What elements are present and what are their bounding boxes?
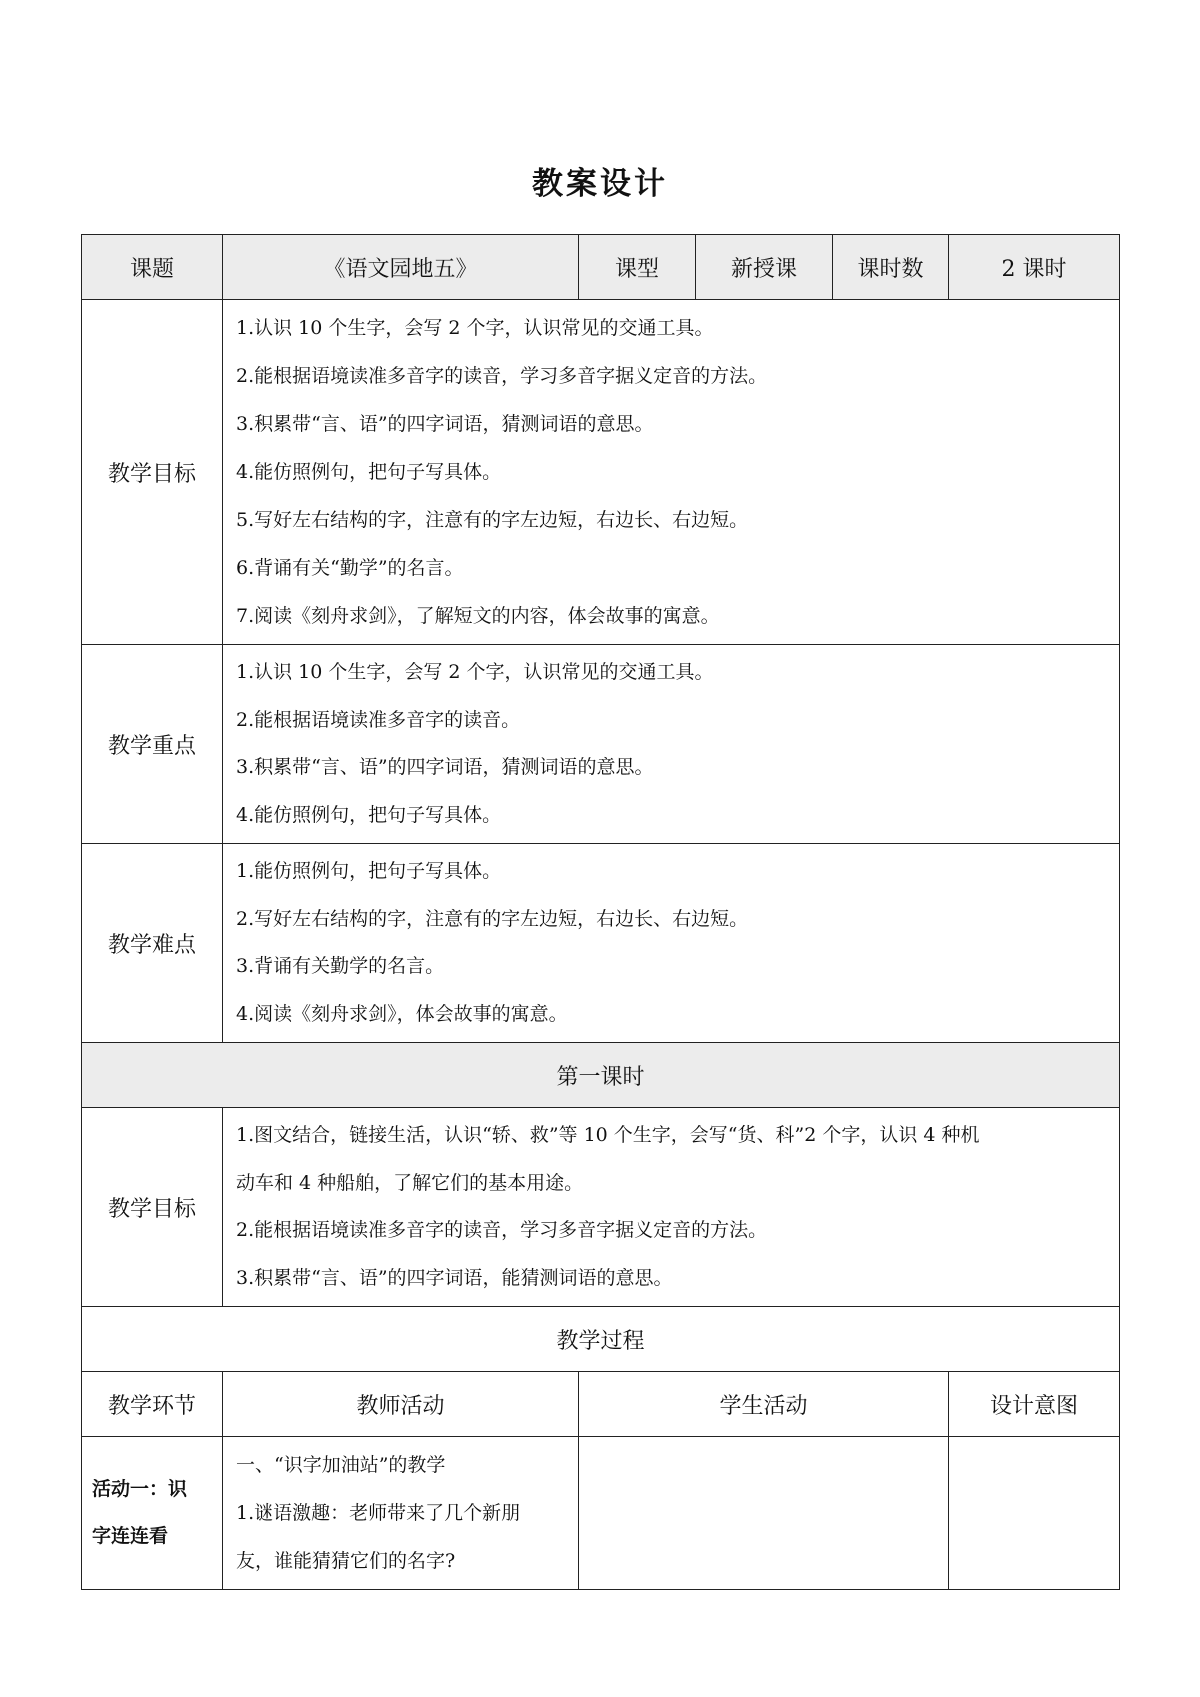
- type-label: 课型: [579, 235, 696, 300]
- list-item: 2.写好左右结构的字，注意有的字左边短，右边长、右边短。: [236, 907, 749, 930]
- hours-label: 课时数: [833, 235, 949, 300]
- col-student: 学生活动: [579, 1372, 949, 1437]
- col-intent: 设计意图: [949, 1372, 1120, 1437]
- lesson1-goals-label: 教学目标: [82, 1108, 223, 1307]
- hours-value: 2 课时: [949, 235, 1120, 300]
- key-points-row: [82, 645, 1120, 844]
- document-title: 教案设计: [532, 166, 668, 202]
- list-item: 3.积累带“言、语”的四字词语，猜测词语的意思。: [236, 756, 654, 778]
- list-item: 一、“识字加油站”的教学: [236, 1454, 446, 1476]
- activity1-student: [579, 1437, 949, 1590]
- activity1-stage-line: 活动一：识: [92, 1478, 188, 1500]
- activity1-stage: [82, 1437, 223, 1590]
- header-row: [82, 235, 1120, 300]
- col-teacher: 教师活动: [223, 1372, 579, 1437]
- list-item: 1.认识 10 个生字，会写 2 个字，认识常见的交通工具。: [236, 317, 714, 339]
- lesson1-heading-row: [82, 1043, 1120, 1108]
- type-value: 新授课: [696, 235, 833, 300]
- list-item: 3.积累带“言、语”的四字词语，猜测词语的意思。: [236, 413, 654, 435]
- process-heading: 教学过程: [82, 1307, 1120, 1372]
- topic-label: 课题: [82, 235, 223, 300]
- list-item: 4.阅读《刻舟求剑》，体会故事的寓意。: [236, 1002, 568, 1025]
- goals-label: 教学目标: [82, 300, 223, 645]
- list-item: 4.能仿照例句，把句子写具体。: [236, 461, 502, 483]
- topic-value: 《语文园地五》: [223, 235, 579, 300]
- list-item: 7.阅读《刻舟求剑》，了解短文的内容，体会故事的寓意。: [236, 605, 720, 627]
- list-item: 2.能根据语境读准多音字的读音。: [236, 708, 521, 731]
- list-item: 1.谜语激趣：老师带来了几个新朋: [236, 1502, 521, 1524]
- list-item: 1.认识 10 个生字，会写 2 个字，认识常见的交通工具。: [236, 661, 714, 683]
- goals-list: [223, 300, 1120, 645]
- process-heading-row: [82, 1307, 1120, 1372]
- list-item: 1.图文结合，链接生活，认识“轿、救”等 10 个生字，会写“货、科”2 个字，认识 4 种机: [236, 1124, 980, 1146]
- list-item: 2.能根据语境读准多音字的读音，学习多音字据义定音的方法。: [236, 1219, 768, 1241]
- activity1-intent: [949, 1437, 1120, 1590]
- list-item: 2.能根据语境读准多音字的读音，学习多音字据义定音的方法。: [236, 365, 768, 387]
- list-item: 4.能仿照例句，把句子写具体。: [236, 803, 502, 826]
- list-item: 3.背诵有关勤学的名言。: [236, 955, 445, 977]
- difficulties-list: [223, 844, 1120, 1043]
- activity1-stage-line: 字连连看: [92, 1525, 169, 1547]
- goals-row: [82, 300, 1120, 645]
- difficulties-row: [82, 844, 1120, 1043]
- col-stage: 教学环节: [82, 1372, 223, 1437]
- key-points-list: [223, 645, 1120, 844]
- lesson1-goals-list: [223, 1108, 1120, 1307]
- lesson1-goals-row: [82, 1108, 1120, 1307]
- list-item: 动车和 4 种船舶，了解它们的基本用途。: [236, 1171, 584, 1194]
- list-item: 1.能仿照例句，把句子写具体。: [236, 860, 502, 882]
- process-columns-row: [82, 1372, 1120, 1437]
- list-item: 6.背诵有关“勤学”的名言。: [236, 557, 464, 579]
- activity1-row: [82, 1437, 1120, 1590]
- activity1-teacher: [223, 1437, 579, 1590]
- lesson-plan-table: [81, 234, 1120, 1590]
- difficulties-label: 教学难点: [82, 844, 223, 1043]
- list-item: 友，谁能猜猜它们的名字?: [236, 1550, 456, 1572]
- lesson1-heading: 第一课时: [82, 1043, 1120, 1108]
- list-item: 3.积累带“言、语”的四字词语，能猜测词语的意思。: [236, 1266, 673, 1289]
- key-points-label: 教学重点: [82, 645, 223, 844]
- list-item: 5.写好左右结构的字，注意有的字左边短，右边长、右边短。: [236, 509, 749, 531]
